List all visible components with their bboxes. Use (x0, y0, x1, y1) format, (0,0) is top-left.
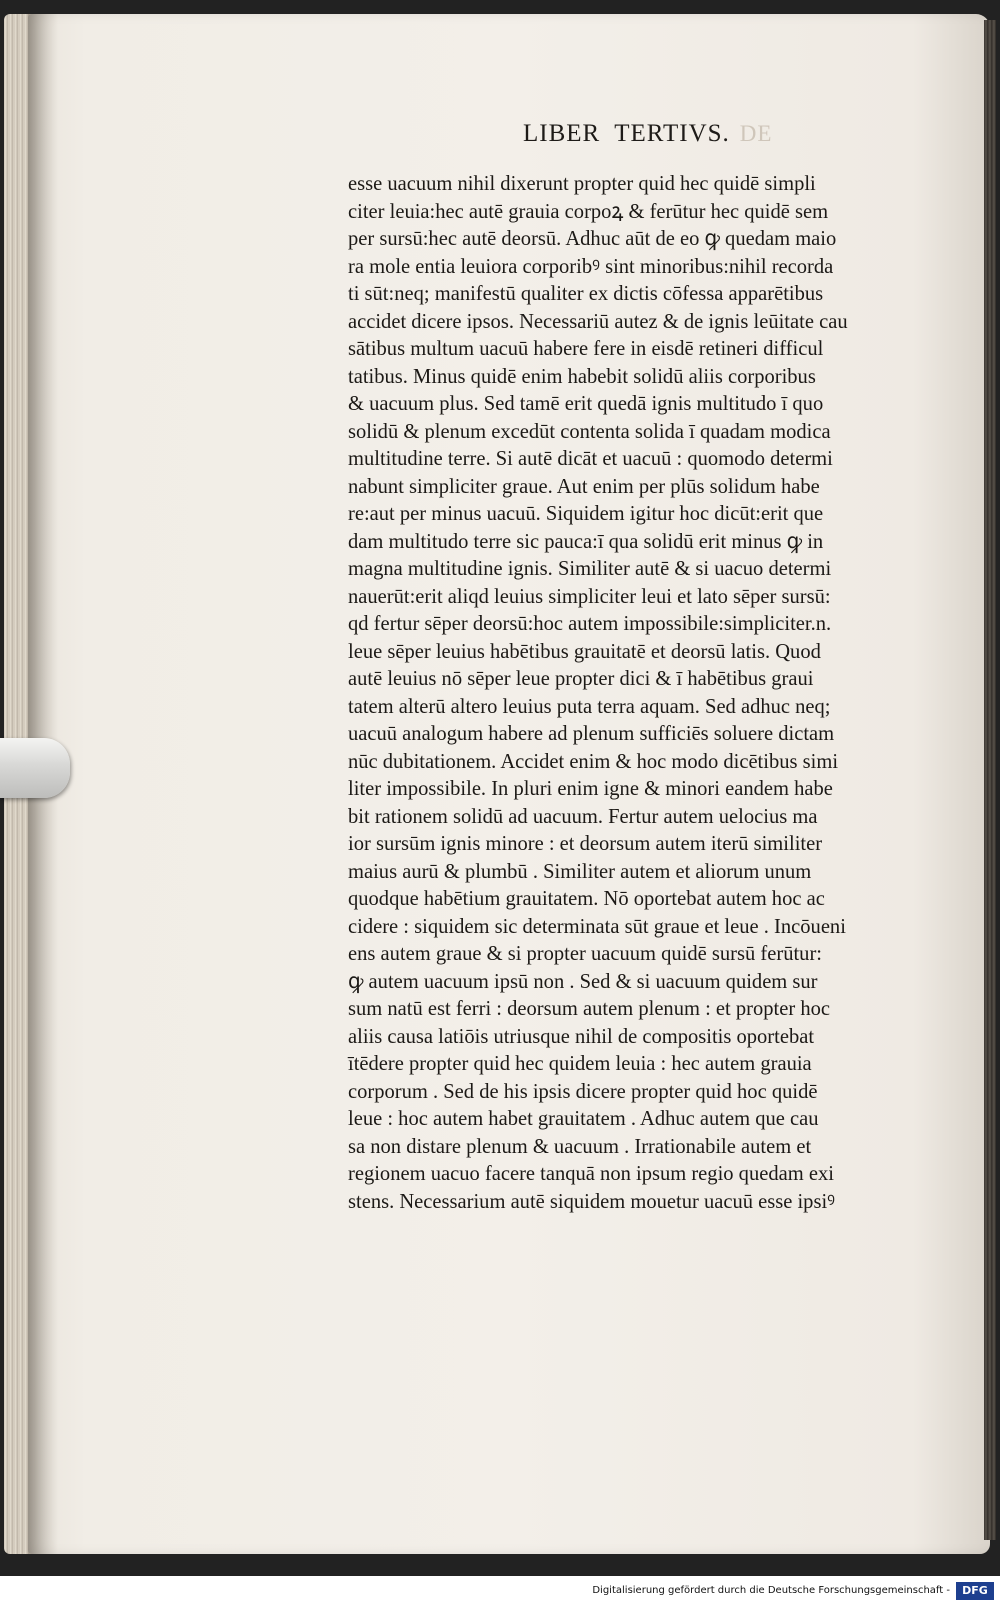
text-line: solidū & plenum excedūt contenta solida ī quadam modica (348, 418, 831, 443)
text-line: sātibus multum uacuū habere fere in eisdē retineri difficul (348, 336, 824, 360)
running-head-title: LIBER TERTIVS. (523, 120, 730, 147)
text-line: re:aut per minus uacuū. Siquidem igitur hoc dicūt:erit que (348, 501, 824, 525)
text-line: accidet dicere ipsos. Necessariū autez & de ignis leūitate cau (348, 308, 848, 333)
text-line: nauerūt:erit aliqd leuius simpliciter leui et lato sēper sursū: (348, 583, 831, 608)
text-line: ior sursūm ignis minore : et deorsum autem iterū similiter (348, 831, 823, 855)
text-line: citer leuia:hec autē grauia corpoꝝ & ferūtur hec quidē sem (348, 198, 829, 223)
text-line: liter impossibile. In pluri enim igne & minori eandem habe (348, 776, 833, 800)
text-line: quodque habētium grauitatem. Nō oportebat autem hoc ac (348, 886, 825, 910)
text-line: stens. Necessarium autē siquidem mouetur uacuū esse ipsiꝰ (348, 1188, 836, 1213)
text-line: nūc dubitationem. Accidet enim & hoc modo dicētibus simi (348, 748, 839, 773)
text-line: multitudine terre. Si autē dicāt et uacuū : quomodo determi (348, 446, 833, 470)
funding-notice: Digitalisierung gefördert durch die Deutsche Forschungsgemeinschaft - (592, 1585, 950, 1596)
text-line: ītēdere propter quid hec quidem leuia : hec autem grauia (348, 1051, 812, 1075)
dfg-logo: DFG (956, 1582, 994, 1600)
text-line: dam multitudo terre sic pauca:ī qua solidū erit minus ꝙ in (348, 528, 824, 553)
body-text-block (348, 170, 908, 1215)
text-line: regionem uacuo facere tanquā non ipsum regio quedam exi (348, 1161, 834, 1185)
text-line: esse uacuum nihil dixerunt propter quid hec quidē simpli (348, 171, 816, 195)
text-line: sum natū est ferri : deorsum autem plenum : et propter hoc (348, 996, 830, 1020)
text-line: aliis causa latiōis utriusque nihil de compositis oportebat (348, 1023, 815, 1048)
text-line: ꝙ autem uacuum ipsū non . Sed & si uacuum quidem sur (348, 968, 818, 993)
text-line: corporum . Sed de his ipsis dicere propter quid hoc quidē (348, 1078, 818, 1103)
text-line: ens autem graue & si propter uacuum quidē sursū ferūtur: (348, 941, 823, 965)
text-line: ti sūt:neq; manifestū qualiter ex dictis cōfessa apparētibus (348, 281, 824, 305)
running-head-show-through: DE (739, 121, 773, 146)
page-holder-clip (0, 738, 70, 798)
text-line: & uacuum plus. Sed tamē erit quedā ignis multitudo ī quo (348, 391, 824, 415)
text-line: tatibus. Minus quidē enim habebit solidū aliis corporibus (348, 363, 816, 388)
text-line: ra mole entia leuiora corporibꝰ sint minoribus:nihil recorda (348, 253, 834, 278)
text-line: tatem alterū altero leuius puta terra aquam. Sed adhuc neq; (348, 693, 831, 718)
running-head (523, 120, 772, 148)
text-line: sa non distare plenum & uacuum . Irrationabile autem et (348, 1133, 812, 1158)
text-line: uacuū analogum habere ad plenum sufficiēs soluere dictam (348, 721, 835, 745)
text-line: autē leuius nō sēper leue propter dici & ī habētibus graui (348, 666, 814, 690)
text-line: per sursū:hec autē deorsū. Adhuc aūt de eo ꝙ quedam maio (348, 226, 837, 250)
text-line: maius aurū & plumbū . Similiter autem et aliorum unum (348, 858, 812, 883)
text-line: leue : hoc autem habet grauitatem . Adhuc autem que cau (348, 1106, 819, 1130)
text-line: cidere : siquidem sic determinata sūt graue et leue . Incōueni (348, 913, 846, 938)
text-line: nabunt simpliciter graue. Aut enim per plūs solidum habe (348, 473, 820, 498)
text-line: magna multitudine ignis. Similiter autē & si uacuo determi (348, 556, 832, 580)
text-line: leue sēper leuius habētibus grauitatē et deorsū latis. Quod (348, 638, 821, 663)
right-page-edges (984, 20, 996, 1540)
text-line: bit rationem solidū ad uacuum. Fertur autem uelocius ma (348, 803, 818, 828)
text-line: qd fertur sēper deorsū:hoc autem impossibile:simpliciter.n. (348, 611, 832, 635)
